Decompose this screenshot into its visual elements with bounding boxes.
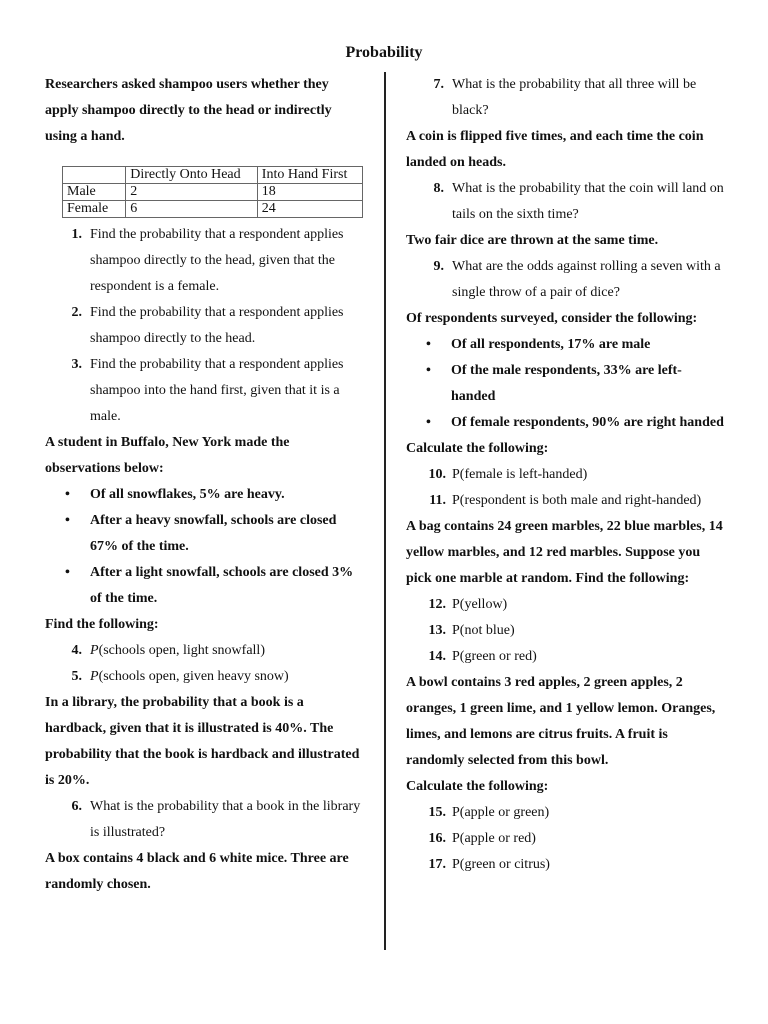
question-number: 6. [71,799,82,814]
question-number: 15. [428,805,446,820]
question-6 [45,794,363,846]
mice-intro: A box contains 4 black and 6 white mice. Three are randomly chosen. [45,851,349,892]
question-text: P(female is left-handed) [452,467,588,482]
bowl-intro: A bowl contains 3 red apples, 2 green apples, 2 oranges, 1 green lime, and 1 yellow lemon. Oranges, limes, and lemons are citrus fruits. A fruit is randomly selected from this bowl. [406,675,716,768]
page-title: Probability [345,44,423,61]
question-17 [406,852,726,878]
question-text: P(yellow) [452,597,508,612]
question-number: 14. [428,649,446,664]
question-11 [406,488,726,514]
bullet-icon: • [65,487,70,502]
bullet-item: • Of female respondents, 90% are right handed [406,410,726,436]
bullet-icon: • [426,337,431,352]
table-cell: Male [63,184,126,201]
question-14 [406,644,726,670]
question-number: 3. [71,357,82,372]
question-7 [406,72,726,124]
question-number: 10. [428,467,446,482]
table-cell [63,167,126,184]
question-text: P(schools open, given heavy snow) [90,669,289,684]
bullet-item: • After a light snowfall, schools are closed 3% of the time. [45,560,363,612]
question-text: What is the probability that the coin will land on tails on the sixth time? [452,181,724,222]
find-following-heading: Find the following: [45,617,159,632]
bullet-icon: • [426,363,431,378]
table-header: Into Hand First [257,167,362,184]
question-text: What is the probability that all three will be black? [452,77,697,118]
bullet-item: • Of all snowflakes, 5% are heavy. [45,482,363,508]
bullet-item: • After a heavy snowfall, schools are closed 67% of the time. [45,508,363,560]
question-number: 13. [428,623,446,638]
question-5 [45,664,363,690]
question-text: What are the odds against rolling a seven with a single throw of a pair of dice? [452,259,721,300]
question-text: What is the probability that a book in the library is illustrated? [90,799,361,840]
question-number: 8. [433,181,444,196]
question-number: 9. [433,259,444,274]
question-number: 12. [428,597,446,612]
table-header-row [63,167,363,184]
snowfall-intro: A student in Buffalo, New York made the observations below: [45,435,290,476]
table-row [63,201,363,218]
table-header: Directly Onto Head [126,167,258,184]
question-9 [406,254,726,306]
question-13 [406,618,726,644]
question-text: P(green or red) [452,649,537,664]
question-text: P(schools open, light snowfall) [90,643,265,658]
column-divider [384,72,386,950]
shampoo-table [62,166,363,218]
question-text: P(green or citrus) [452,857,550,872]
table-cell: 24 [257,201,362,218]
table-cell: 18 [257,184,362,201]
question-number: 11. [429,493,446,508]
question-15 [406,800,726,826]
question-number: 5. [71,669,82,684]
question-number: 17. [428,857,446,872]
respondents-intro: Of respondents surveyed, consider the following: [406,311,698,326]
question-text: P(apple or green) [452,805,550,820]
question-text: P(not blue) [452,623,515,638]
table-row [63,184,363,201]
question-10 [406,462,726,488]
table-cell: 6 [126,201,258,218]
question-number: 16. [428,831,446,846]
question-8 [406,176,726,228]
calculate-heading: Calculate the following: [406,779,549,794]
question-16 [406,826,726,852]
coin-intro: A coin is flipped five times, and each time the coin landed on heads. [406,129,704,170]
bullet-item: • Of the male respondents, 33% are left-handed [406,358,726,410]
question-number: 7. [433,77,444,92]
question-number: 1. [71,227,82,242]
question-number: 2. [71,305,82,320]
question-text: P(apple or red) [452,831,536,846]
question-text: Find the probability that a respondent applies shampoo directly to the head. [90,305,344,346]
bullet-icon: • [65,565,70,580]
question-number: 4. [71,643,82,658]
question-2 [45,300,363,352]
question-text: Find the probability that a respondent applies shampoo into the hand first, given that it is a male. [90,357,344,424]
calculate-heading: Calculate the following: [406,441,549,456]
bullet-icon: • [65,513,70,528]
question-12 [406,592,726,618]
dice-intro: Two fair dice are thrown at the same time. [406,233,659,248]
table-cell: 2 [126,184,258,201]
left-column [45,72,363,898]
bullet-icon: • [426,415,431,430]
library-intro: In a library, the probability that a book is a hardback, given that it is illustrated is 40%. The probability that the book is hardback and illustrated is 20%. [45,695,360,788]
bag-intro: A bag contains 24 green marbles, 22 blue marbles, 14 yellow marbles, and 12 red marbles. Suppose you pick one marble at random. Find the following: [406,519,723,586]
question-3 [45,352,363,430]
question-4 [45,638,363,664]
bullet-item: • Of all respondents, 17% are male [406,332,726,358]
shampoo-intro: Researchers asked shampoo users whether they apply shampoo directly to the head or indirectly using a hand. [45,77,332,144]
question-text: P(respondent is both male and right-handed) [452,493,702,508]
table-cell: Female [63,201,126,218]
right-column [406,72,726,878]
question-1 [45,222,363,300]
question-text: Find the probability that a respondent applies shampoo directly to the head, given that the respondent is a female. [90,227,344,294]
